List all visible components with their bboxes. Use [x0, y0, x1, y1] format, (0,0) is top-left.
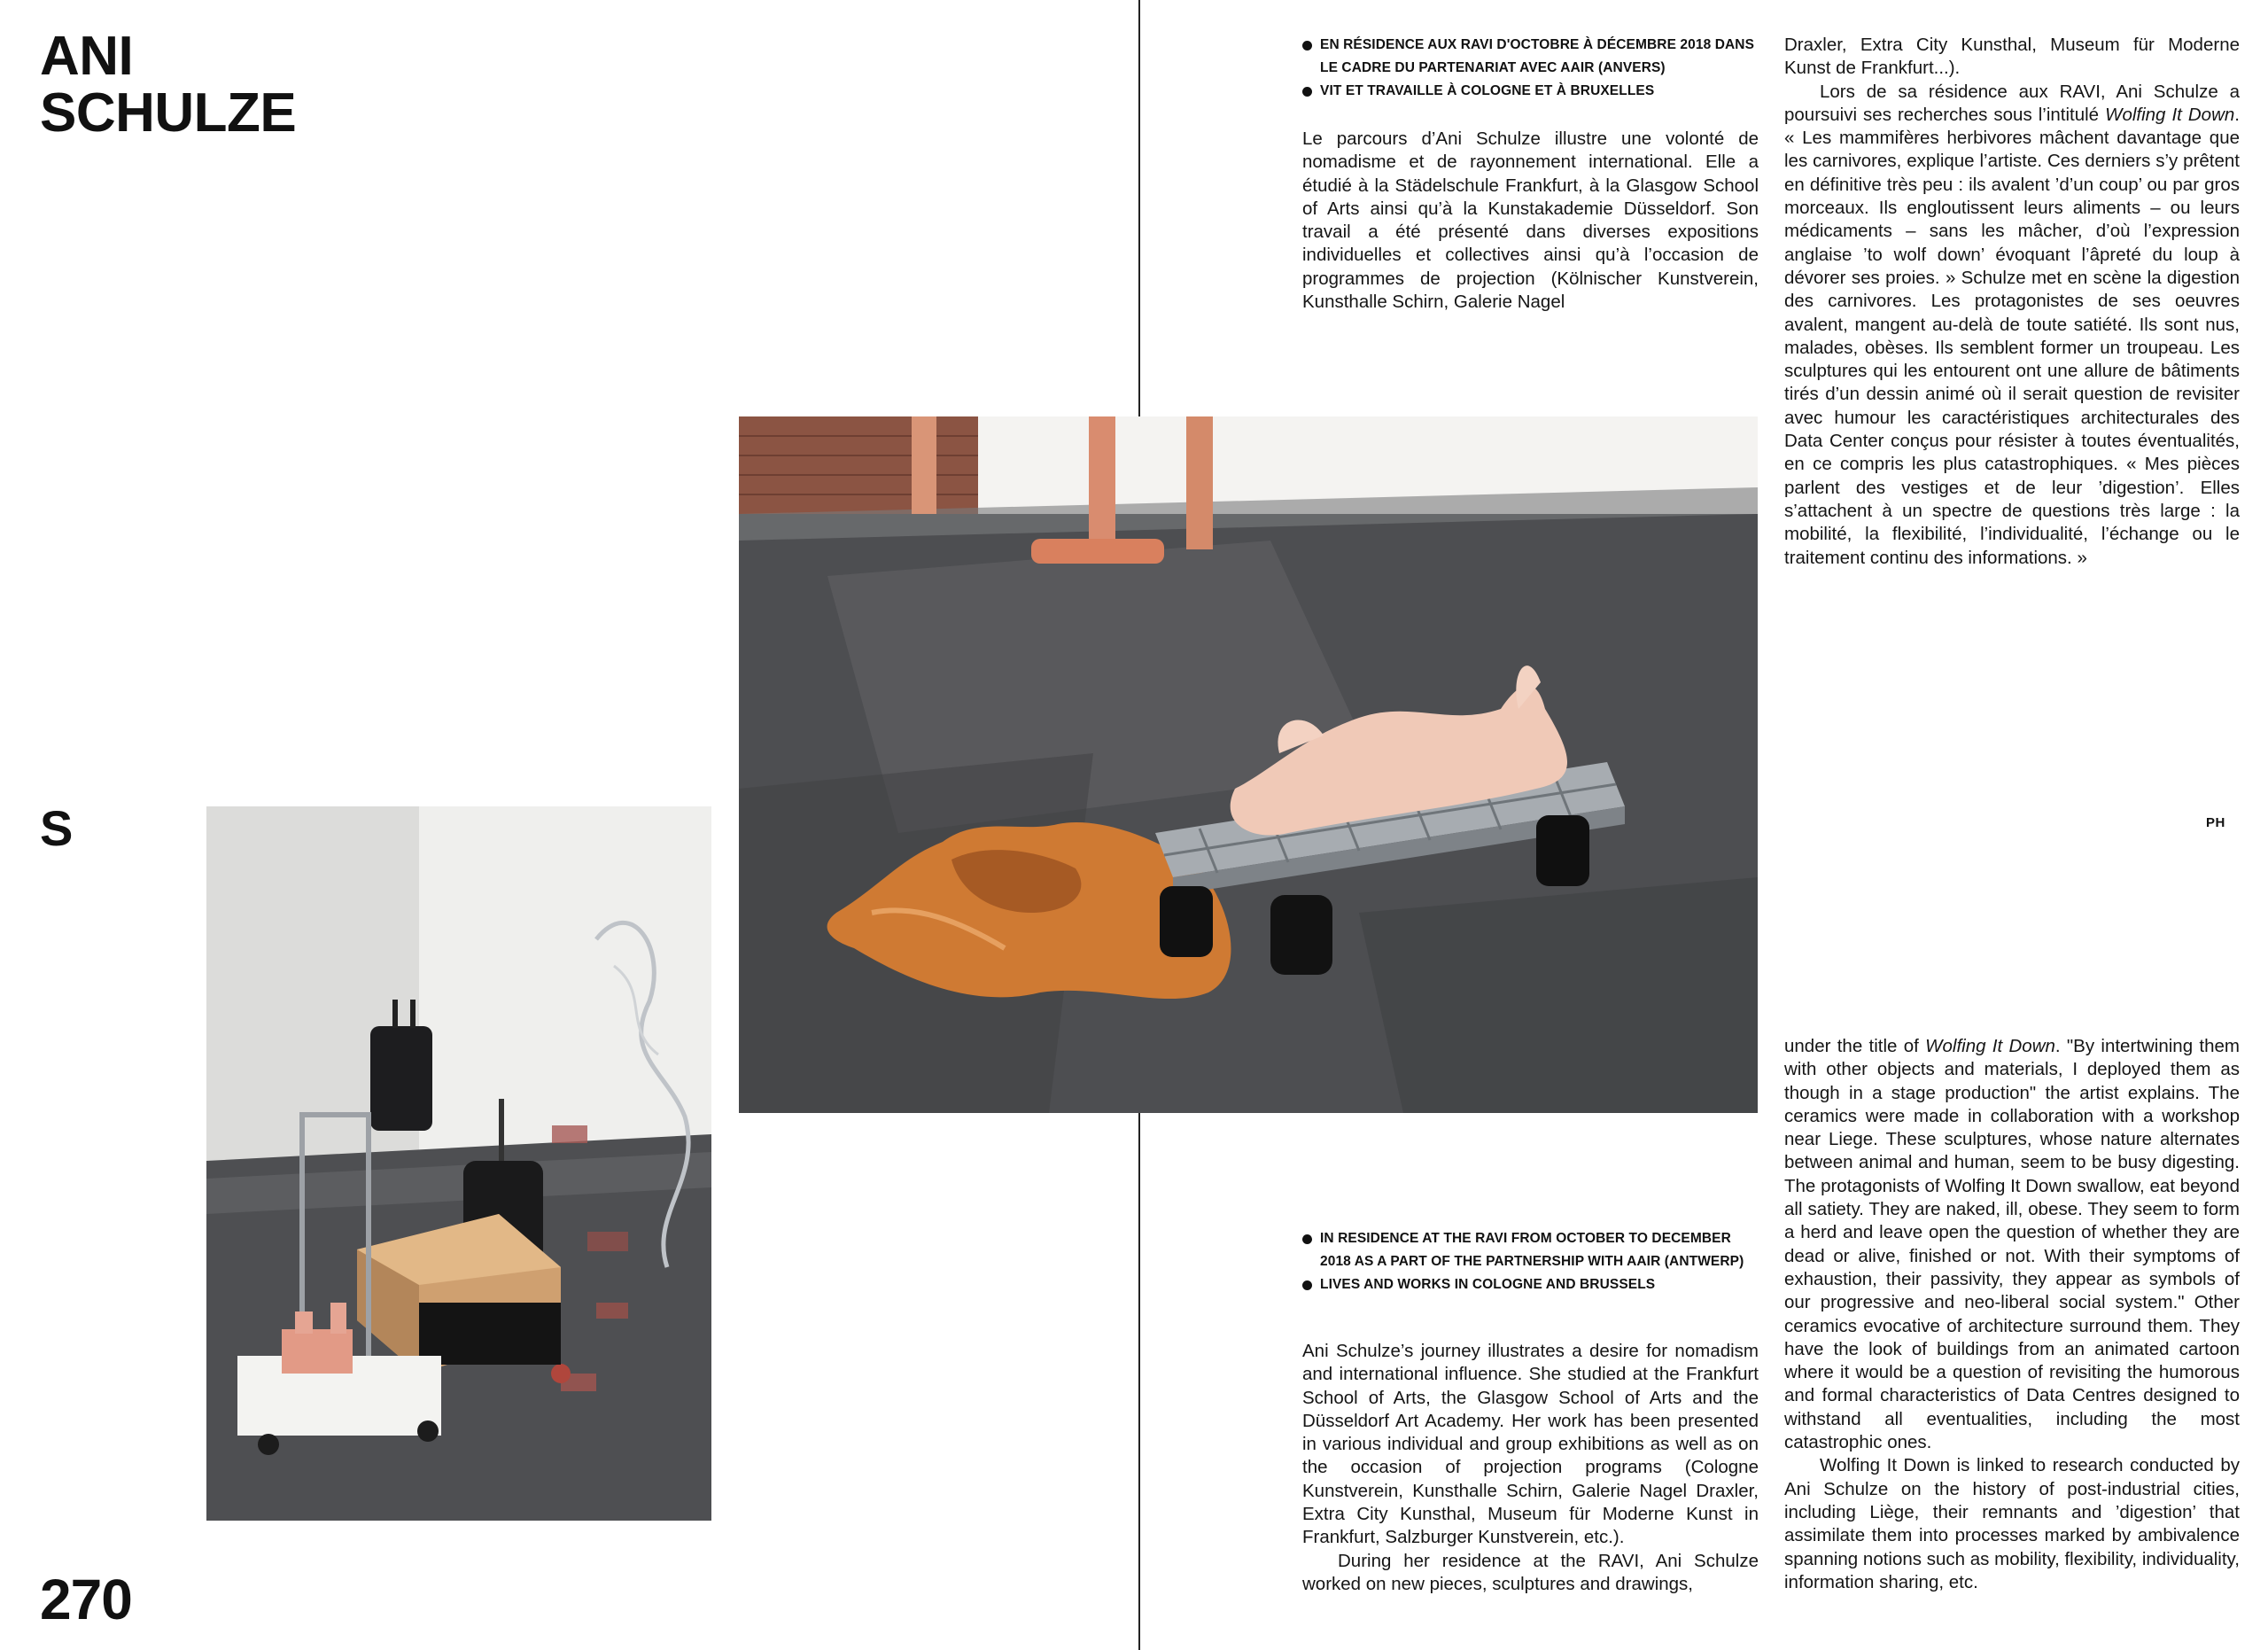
english-paragraph-4: Wolfing It Down is linked to research conducted by Ani Schulze on the history of post-industrial cities, including Liège, their remnants and ’digestion’ that assimilate them into processes marked by ambivalence spanning notions such as mobility, flexibility, individuality, information sharing, etc. [1784, 1455, 2240, 1592]
title-first-name: ANI [40, 26, 134, 87]
english-paragraph-2: During her residence at the RAVI, Ani Schulze worked on new pieces, sculptures and drawings, [1302, 1550, 1759, 1594]
french-paragraph-2: Draxler, Extra City Kunsthal, Museum für Moderne Kunst de Frankfurt...). [1784, 35, 2240, 79]
english-p3-rest: . "By intertwining them with other objects and materials, I deployed them as though in a stage production" the artist explains. The ceramics were made in collaboration with a workshop near Liege. These sculptures, whose nature alternates between animal and human, seem to be busy digesting. The protagonists of Wolfing It Down swallow, eat beyond all satiety. They are naked, ill, obese. They seem to form a herd and leave open the question of whether they are dead or alive, finished or not. With their symptoms of exhaustion, their passivity, they appear as symbols of our progressive and neo-liberal social system." Other ceramics evocative of architecture surround them. They have the look of buildings from an animated cartoon where it would be a question of revisiting the humorous and formal characteristics of Data Centres designed to withstand all eventualities, including the most catastrophic ones. [1784, 1036, 2240, 1453]
english-bullet-list [1302, 1227, 1759, 1296]
french-p3-start: Lors de sa résidence aux RAVI, Ani Schulze a poursuivi ses recherches sous l’intitulé [1784, 81, 2240, 125]
english-bullet-residence: IN RESIDENCE AT THE RAVI FROM OCTOBER TO DECEMBER 2018 AS A PART OF THE PARTNERSHIP WITH AAIR (ANTWERP) [1302, 1227, 1759, 1273]
english-work-title: Wolfing It Down [1925, 1036, 2055, 1056]
installation-photo-large [739, 416, 1758, 1113]
english-intro-text [1302, 1340, 1759, 1596]
english-p3-start: under the title of [1784, 1036, 1926, 1056]
french-intro-text [1302, 128, 1759, 314]
artist-name-title [40, 28, 296, 142]
title-last-name: SCHULZE [40, 82, 297, 144]
section-letter: S [40, 800, 74, 856]
french-continued-text [1784, 34, 2240, 570]
french-bullet-lives-works: VIT ET TRAVAILLE À COLOGNE ET À BRUXELLES [1302, 80, 1759, 103]
english-bullet-lives-works: LIVES AND WORKS IN COLOGNE AND BRUSSELS [1302, 1273, 1759, 1296]
english-continued-text [1784, 1035, 2240, 1594]
french-p3-rest: . « Les mammifères herbivores mâchent davantage que les carnivores, explique l’artiste. Ces derniers s’y prêtent en définitive très peu : ils avalent ’d’un coup’ ou par gros morceaux. Ils engloutissent leurs aliments – ou leurs médicaments – sans les mâcher, d’où l’expression anglaise ’to wolf down’ évoquant l’âpreté du loup à dévorer ses proies. » Schulze met en scène la digestion des carnivores. Les protagonistes de ses oeuvres avalent, mangent au-delà de toute satiété. Ils sont nus, malades, obèses. Ils semblent former un troupeau. Les sculptures qui les entourent ont une allure de bâtiments tirés d’un dessin animé où il serait question de revisiter avec humour les caractéristiques architecturales des Data Center conçus pour résister à toutes éventualités, en ce compris les plus catastrophiques. « Mes pièces parlent des vestiges et de leur ’digestion’. Elles s’attachent à un spectre de questions très large : la mobilité, la flexibilité, l’individualité, l’échange ou le traitement continu des informations. » [1784, 104, 2240, 568]
photo-credit-label: PH [2206, 815, 2225, 830]
french-paragraph-1: Le parcours d’Ani Schulze illustre une volonté de nomadisme et de rayonnement international. Elle a étudié à la Städelschule Frankfurt, à la Glasgow School of Arts ainsi qu’à la Kunstakademie Düsseldorf. Son travail a été présenté dans diverses expositions individuelles et collectives ainsi qu’à l’occasion de programmes de projection (Kölnischer Kunstverein, Kunsthalle Schirn, Galerie Nagel [1302, 128, 1759, 313]
french-bullet-list [1302, 34, 1759, 103]
english-paragraph-1: Ani Schulze’s journey illustrates a desire for nomadism and international influence. She studied at the Frankfurt School of Arts, the Glasgow School of Arts and the Düsseldorf Art Academy. Her work has been presented in various individual and group exhibitions as well as on the occasion of projection programs (Cologne Kunstverein, Kunsthalle Schirn, Galerie Nagel Draxler, Extra City Kunsthal, Museum für Moderne Kunst in Frankfurt, Salzburger Kunstverein, etc.). [1302, 1341, 1759, 1548]
french-work-title: Wolfing It Down [2105, 104, 2235, 125]
installation-photo-small [206, 806, 711, 1521]
page-number: 270 [40, 1568, 132, 1631]
english-paragraph-3 [1784, 1035, 2240, 1454]
french-paragraph-3 [1784, 81, 2240, 570]
french-bullet-residence: EN RÉSIDENCE AUX RAVI D'OCTOBRE À DÉCEMBRE 2018 DANS LE CADRE DU PARTENARIAT AVEC AAIR (ANVERS) [1302, 34, 1759, 80]
